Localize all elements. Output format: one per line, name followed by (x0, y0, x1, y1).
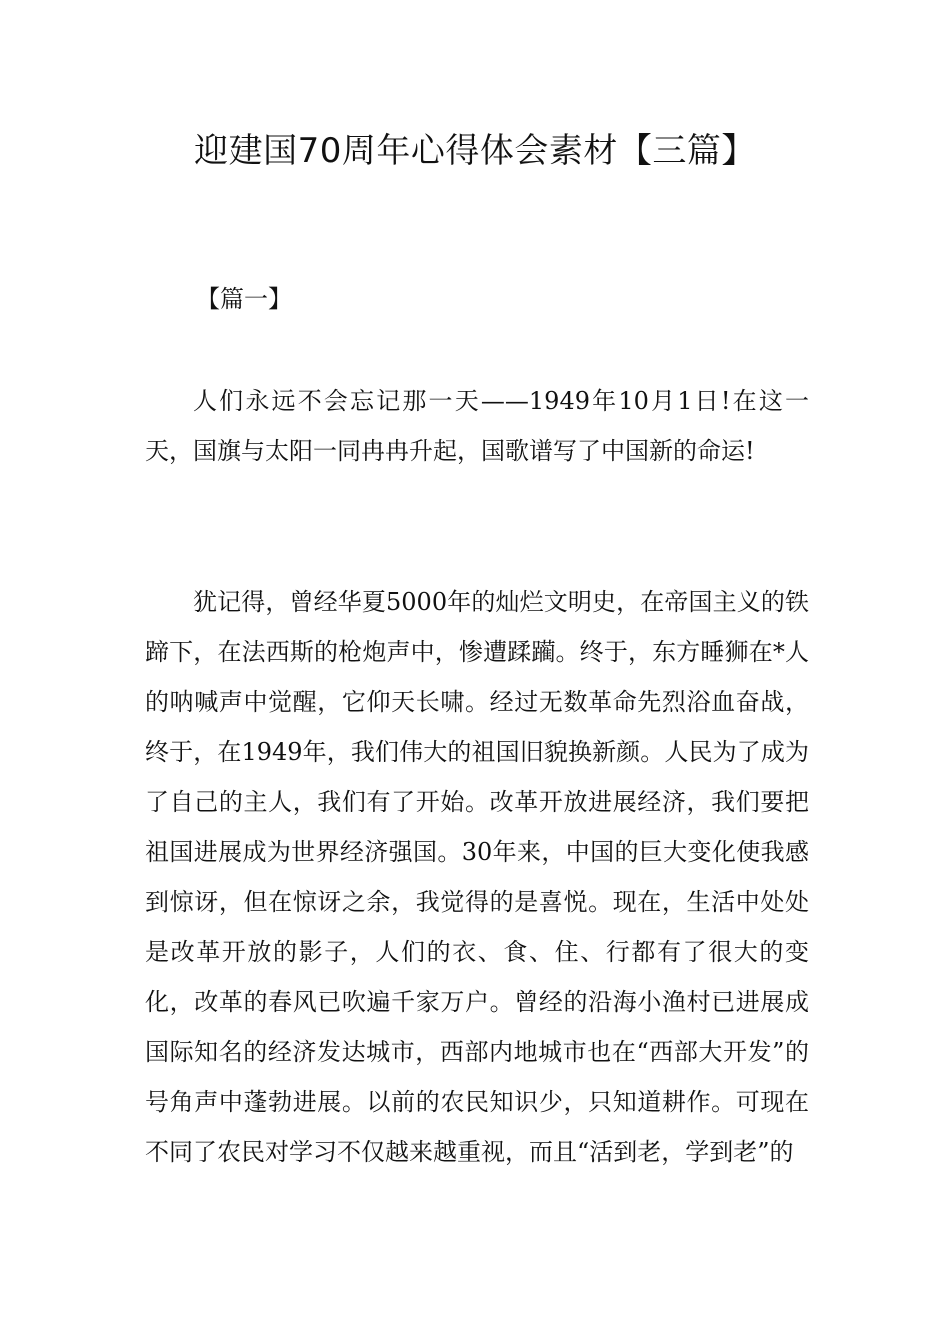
paragraph-1: 人们永远不会忘记那一天——1949年10月1日!在这一天，国旗与太阳一同冉冉升起，国歌谱写了中国新的命运! (145, 387, 809, 465)
paragraph-2: 犹记得，曾经华夏5000年的灿烂文明史，在帝国主义的铁蹄下，在法西斯的枪炮声中，惨遭蹂躏。终于，东方睡狮在*人的呐喊声中觉醒，它仰天长啸。经过无数革命先烈浴血奋战，终于，在1949年，我们伟大的祖国旧貌换新颜。人民为了成为了自己的主人，我们有了开始。改革开放进展经济，我们要把祖国进展成为世界经济强国。30年来，中国的巨大变化使我感到惊讶，但在惊讶之余，我觉得的是喜悦。现在，生活中处处是改革开放的影子，人们的衣、食、住、行都有了很大的变化，改革的春风已吹遍千家万户。曾经的沿海小渔村已进展成国际知名的经济发达城市，西部内地城市也在“西部大开发”的号角声中蓬勃进展。以前的农民知识少，只知道耕作。可现在不同了农民对学习不仅越来越重视，而且“活到老，学到老”的 (145, 588, 809, 1166)
document-title: 迎建国70周年心得体会素材【三篇】 (194, 131, 756, 171)
section-heading: 【篇一】 (196, 285, 292, 313)
